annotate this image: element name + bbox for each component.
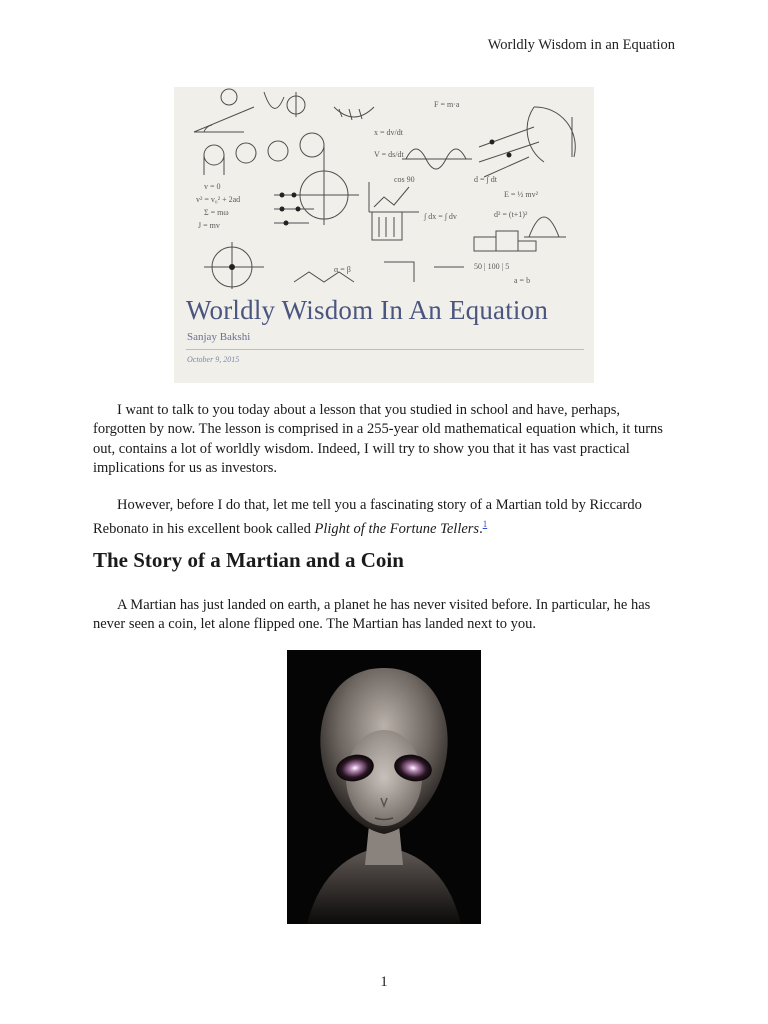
alien-image — [287, 650, 481, 924]
alien-portrait — [287, 650, 481, 924]
svg-text:V = ds/dt: V = ds/dt — [374, 150, 404, 159]
page-number: 1 — [380, 974, 388, 990]
svg-text:Σ = mω: Σ = mω — [204, 208, 229, 217]
cover-title: Worldly Wisdom In An Equation — [186, 295, 549, 325]
svg-text:F = m·a: F = m·a — [434, 100, 460, 109]
cover-divider — [186, 349, 584, 350]
intro-paragraph: I want to talk to you today about a lesson that you studied in school and have, perhaps, forgotten by now. The lesson is comprised in a 255-year old mathematical equation which, it turns out, contains a lot of worldly wisdom. Indeed, I will try to show you that it has vast practical implications for us as investors. — [93, 402, 663, 477]
svg-text:v² = v₀² + 2ad: v² = v₀² + 2ad — [196, 195, 241, 204]
svg-text:∫ dx = ∫ dv: ∫ dx = ∫ dv — [424, 212, 457, 221]
svg-text:J = mv: J = mv — [198, 221, 220, 230]
svg-text:v = 0: v = 0 — [204, 182, 221, 191]
svg-text:x = dv/dt: x = dv/dt — [374, 128, 403, 137]
martian-paragraph: A Martian has just landed on earth, a planet he has never visited before. In particular, he has never seen a coin, let alone flipped one. The Martian has landed next to you. — [93, 597, 651, 633]
svg-text:α = β: α = β — [334, 265, 351, 274]
section-heading: The Story of a Martian and a Coin — [93, 548, 404, 572]
paragraph-end: . — [479, 521, 483, 538]
svg-text:E = ½ mv²: E = ½ mv² — [504, 190, 539, 199]
svg-text:50 | 100 | 5: 50 | 100 | 5 — [474, 262, 510, 271]
footnote-link[interactable]: 1 — [482, 519, 488, 530]
svg-text:d² = (t+1)²: d² = (t+1)² — [494, 210, 528, 219]
svg-text:cos 90: cos 90 — [394, 175, 415, 184]
running-header: Worldly Wisdom in an Equation — [487, 37, 675, 53]
svg-text:a = b: a = b — [514, 276, 531, 285]
svg-text:d = ∫ dt: d = ∫ dt — [474, 175, 497, 184]
martian-story-intro-paragraph — [93, 496, 673, 540]
book-title: Plight of the Fortune Tellers — [314, 521, 480, 538]
cover-author: Sanjay Bakshi — [187, 331, 251, 343]
cover-image — [174, 87, 594, 383]
cover-date: October 9, 2015 — [187, 355, 240, 364]
paragraph-text: However, before I do that, let me tell you a fascinating story of a Martian told by Riccardo Rebonato in his excellent book called — [93, 497, 642, 538]
